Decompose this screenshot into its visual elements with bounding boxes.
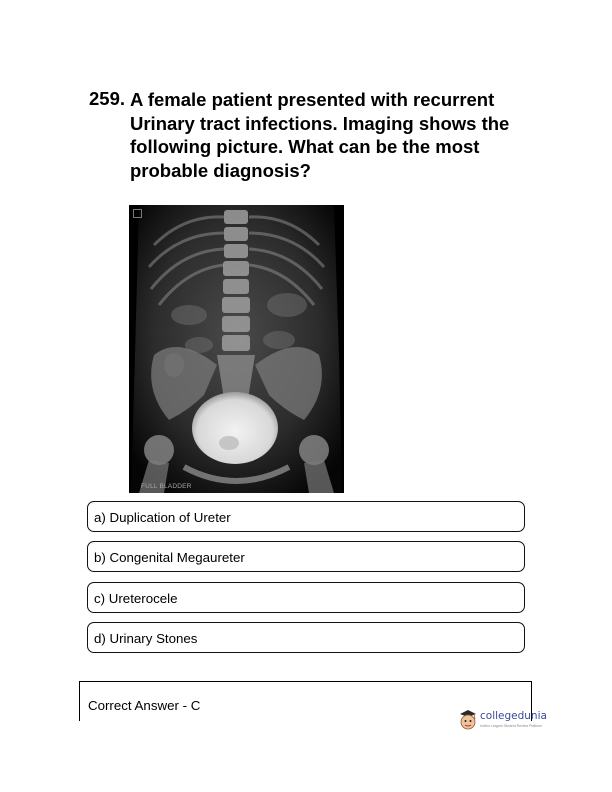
option-d[interactable] (87, 622, 525, 653)
xray-label: FULL BLADDER (141, 483, 192, 490)
option-d-label: d) Urinary Stones (94, 631, 198, 646)
option-a[interactable] (87, 501, 525, 532)
abdominal-xray-graphic (129, 205, 344, 493)
logo-tagline: India's Largest Student Review Platform (480, 724, 543, 728)
collegedunia-logo (458, 707, 547, 737)
mascot-icon (458, 708, 478, 732)
logo-name: collegedunia (480, 710, 547, 722)
correct-answer: Correct Answer - C (88, 698, 201, 713)
option-c[interactable] (87, 582, 525, 613)
question-text: A female patient presented with recurrent Urinary tract infections. Imaging shows the following picture. What can be the most probable diagnosis? (130, 89, 510, 181)
xray-image (129, 205, 344, 493)
option-b[interactable] (87, 541, 525, 572)
question-number: 259. (89, 88, 126, 109)
option-b-label: b) Congenital Megaureter (94, 550, 245, 565)
option-c-label: c) Ureterocele (94, 591, 178, 606)
xray-marker-icon (133, 209, 142, 218)
option-a-label: a) Duplication of Ureter (94, 510, 231, 525)
